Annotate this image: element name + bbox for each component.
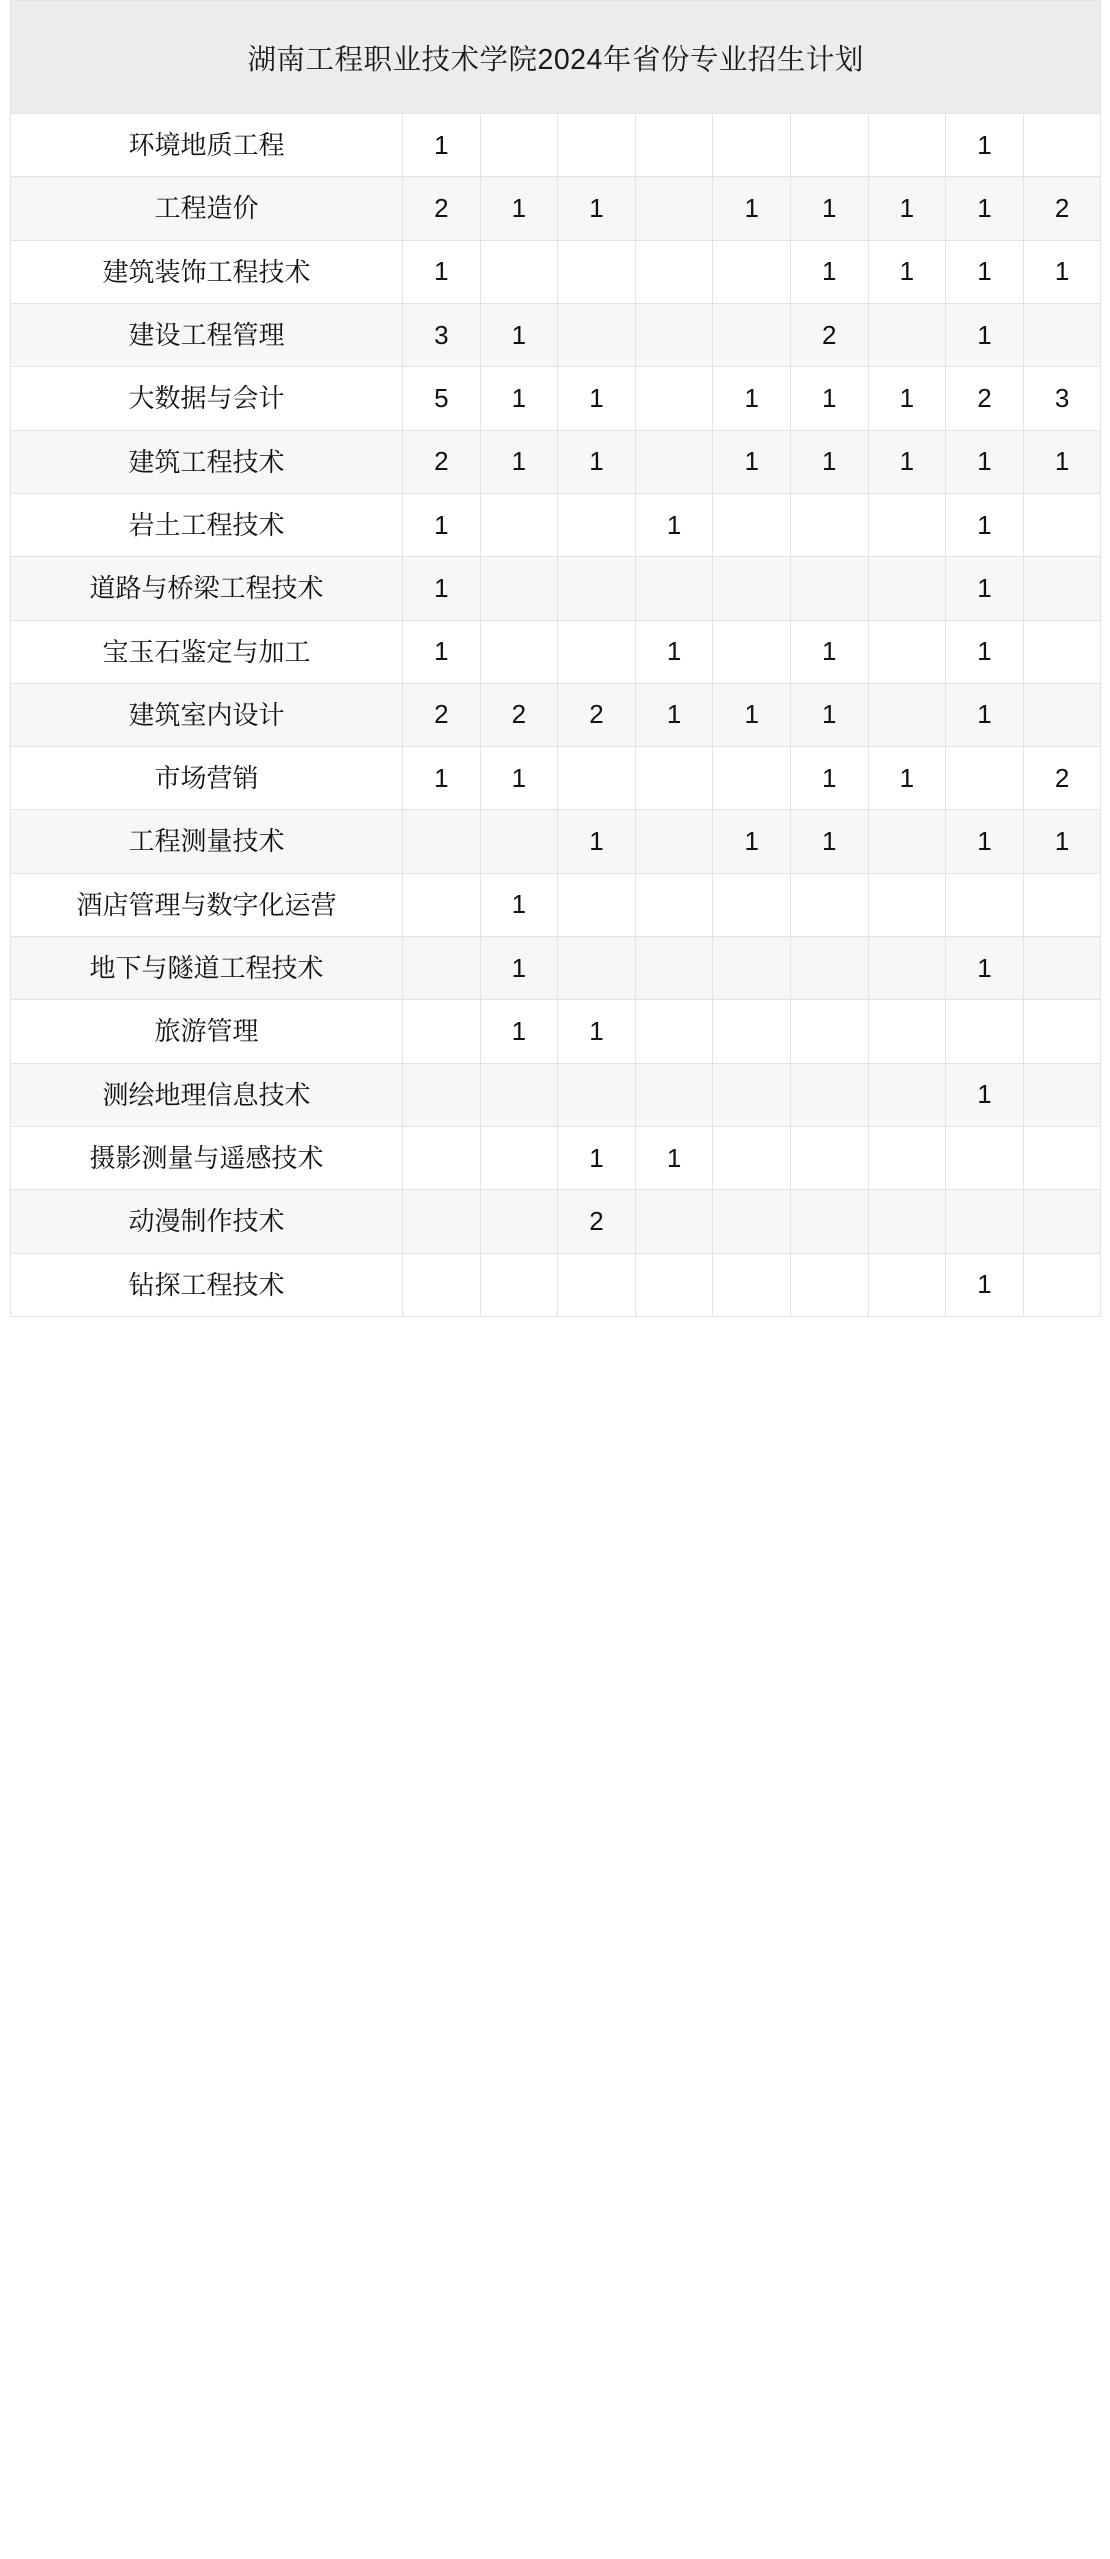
plan-count-cell	[1023, 683, 1101, 746]
plan-count-cell	[403, 1127, 481, 1190]
plan-count-cell: 1	[946, 493, 1024, 556]
plan-count-cell	[635, 1253, 713, 1316]
plan-count-cell: 1	[480, 1000, 558, 1063]
table-body	[11, 114, 1101, 1317]
major-name-cell: 测绘地理信息技术	[11, 1063, 403, 1126]
plan-count-cell	[868, 1063, 946, 1126]
title-row	[11, 1, 1101, 114]
major-name-cell: 建筑工程技术	[11, 430, 403, 493]
plan-count-cell: 1	[403, 493, 481, 556]
plan-count-cell	[713, 1127, 791, 1190]
plan-count-cell	[1023, 1190, 1101, 1253]
plan-count-cell: 2	[790, 303, 868, 366]
plan-count-cell: 2	[403, 430, 481, 493]
plan-count-cell	[635, 873, 713, 936]
plan-count-cell: 1	[946, 1253, 1024, 1316]
plan-count-cell	[713, 240, 791, 303]
plan-count-cell: 1	[713, 810, 791, 873]
plan-count-cell	[713, 1000, 791, 1063]
plan-count-cell	[868, 303, 946, 366]
plan-count-cell	[558, 937, 636, 1000]
major-name-cell: 摄影测量与遥感技术	[11, 1127, 403, 1190]
major-name-cell: 岩土工程技术	[11, 493, 403, 556]
plan-count-cell	[946, 1000, 1024, 1063]
plan-count-cell	[713, 1253, 791, 1316]
plan-count-cell: 1	[790, 430, 868, 493]
major-name-cell: 动漫制作技术	[11, 1190, 403, 1253]
plan-count-cell: 1	[790, 367, 868, 430]
plan-count-cell	[868, 1190, 946, 1253]
plan-count-cell: 3	[1023, 367, 1101, 430]
plan-count-cell	[635, 937, 713, 1000]
plan-count-cell	[790, 873, 868, 936]
table-row	[11, 1127, 1101, 1190]
plan-count-cell	[635, 240, 713, 303]
plan-count-cell	[868, 873, 946, 936]
plan-count-cell: 2	[403, 177, 481, 240]
plan-count-cell: 1	[480, 747, 558, 810]
plan-count-cell	[480, 620, 558, 683]
plan-count-cell	[403, 1190, 481, 1253]
plan-count-cell	[790, 1063, 868, 1126]
table-row	[11, 557, 1101, 620]
plan-count-cell	[635, 430, 713, 493]
plan-count-cell	[635, 303, 713, 366]
plan-count-cell	[558, 303, 636, 366]
table-row	[11, 1000, 1101, 1063]
plan-count-cell: 1	[480, 303, 558, 366]
plan-count-cell	[790, 937, 868, 1000]
plan-count-cell	[480, 1190, 558, 1253]
plan-count-cell: 2	[1023, 177, 1101, 240]
major-name-cell: 建筑室内设计	[11, 683, 403, 746]
plan-count-cell	[403, 1000, 481, 1063]
major-name-cell: 旅游管理	[11, 1000, 403, 1063]
plan-count-cell: 1	[635, 683, 713, 746]
plan-count-cell: 1	[790, 747, 868, 810]
major-name-cell: 工程测量技术	[11, 810, 403, 873]
plan-count-cell	[713, 873, 791, 936]
plan-count-cell: 1	[480, 367, 558, 430]
plan-count-cell: 2	[403, 683, 481, 746]
plan-count-cell: 1	[790, 683, 868, 746]
plan-count-cell	[635, 1000, 713, 1063]
plan-count-cell: 1	[1023, 430, 1101, 493]
plan-count-cell	[790, 1190, 868, 1253]
plan-count-cell	[946, 873, 1024, 936]
plan-count-cell	[790, 557, 868, 620]
plan-count-cell: 2	[558, 1190, 636, 1253]
plan-count-cell: 1	[403, 620, 481, 683]
plan-count-cell	[1023, 873, 1101, 936]
plan-count-cell: 1	[946, 620, 1024, 683]
plan-count-cell: 1	[403, 747, 481, 810]
plan-count-cell	[558, 1063, 636, 1126]
plan-count-cell	[558, 747, 636, 810]
plan-count-cell	[1023, 937, 1101, 1000]
plan-count-cell	[558, 114, 636, 177]
table-row	[11, 177, 1101, 240]
plan-count-cell: 1	[790, 177, 868, 240]
table-row	[11, 747, 1101, 810]
plan-count-cell	[946, 1190, 1024, 1253]
major-name-cell: 建设工程管理	[11, 303, 403, 366]
plan-count-cell: 1	[558, 1127, 636, 1190]
table-row	[11, 114, 1101, 177]
plan-count-cell: 1	[558, 367, 636, 430]
table-row	[11, 240, 1101, 303]
plan-count-cell: 1	[868, 177, 946, 240]
plan-count-cell	[1023, 1000, 1101, 1063]
major-name-cell: 地下与隧道工程技术	[11, 937, 403, 1000]
plan-count-cell	[635, 747, 713, 810]
major-name-cell: 钻探工程技术	[11, 1253, 403, 1316]
major-name-cell: 环境地质工程	[11, 114, 403, 177]
plan-count-cell	[713, 620, 791, 683]
table-row	[11, 367, 1101, 430]
plan-count-cell	[713, 557, 791, 620]
plan-count-cell	[403, 873, 481, 936]
plan-count-cell	[946, 1127, 1024, 1190]
plan-count-cell	[1023, 1063, 1101, 1126]
plan-count-cell	[403, 810, 481, 873]
plan-count-cell: 1	[946, 557, 1024, 620]
plan-count-cell: 1	[946, 430, 1024, 493]
plan-count-cell	[558, 873, 636, 936]
plan-count-cell: 2	[558, 683, 636, 746]
plan-count-cell: 1	[635, 620, 713, 683]
plan-count-cell	[868, 1127, 946, 1190]
plan-count-cell: 5	[403, 367, 481, 430]
table-row	[11, 937, 1101, 1000]
plan-count-cell: 1	[946, 1063, 1024, 1126]
plan-count-cell	[403, 937, 481, 1000]
plan-count-cell: 1	[558, 810, 636, 873]
plan-count-cell: 1	[868, 747, 946, 810]
plan-count-cell: 1	[403, 240, 481, 303]
plan-count-cell: 1	[713, 430, 791, 493]
plan-count-cell	[558, 493, 636, 556]
plan-count-cell	[558, 240, 636, 303]
plan-count-cell	[558, 620, 636, 683]
plan-count-cell: 1	[403, 557, 481, 620]
plan-count-cell	[480, 1063, 558, 1126]
plan-count-cell	[635, 114, 713, 177]
plan-count-cell	[868, 810, 946, 873]
plan-count-cell	[713, 493, 791, 556]
plan-count-cell	[790, 493, 868, 556]
plan-count-cell: 1	[946, 303, 1024, 366]
plan-count-cell	[480, 114, 558, 177]
plan-count-cell: 1	[403, 114, 481, 177]
table-row	[11, 430, 1101, 493]
plan-count-cell	[713, 114, 791, 177]
page-title: 湖南工程职业技术学院2024年省份专业招生计划	[11, 1, 1101, 114]
plan-count-cell	[946, 747, 1024, 810]
plan-count-cell	[868, 1000, 946, 1063]
plan-count-cell	[403, 1063, 481, 1126]
table-row	[11, 1190, 1101, 1253]
plan-count-cell	[635, 1063, 713, 1126]
plan-count-cell: 1	[868, 430, 946, 493]
major-name-cell: 工程造价	[11, 177, 403, 240]
major-name-cell: 大数据与会计	[11, 367, 403, 430]
plan-count-cell: 1	[790, 240, 868, 303]
plan-count-cell: 1	[480, 430, 558, 493]
plan-count-cell: 1	[480, 177, 558, 240]
plan-count-cell	[403, 1253, 481, 1316]
major-name-cell: 建筑装饰工程技术	[11, 240, 403, 303]
plan-count-cell: 1	[635, 1127, 713, 1190]
plan-count-cell: 1	[946, 683, 1024, 746]
plan-count-cell	[868, 493, 946, 556]
plan-count-cell: 1	[790, 810, 868, 873]
plan-count-cell: 1	[1023, 240, 1101, 303]
plan-count-cell	[1023, 1127, 1101, 1190]
plan-count-cell	[480, 557, 558, 620]
table-row	[11, 493, 1101, 556]
major-name-cell: 宝玉石鉴定与加工	[11, 620, 403, 683]
plan-count-cell	[713, 937, 791, 1000]
table-row	[11, 1063, 1101, 1126]
plan-count-cell	[558, 557, 636, 620]
plan-count-cell	[480, 493, 558, 556]
plan-count-cell	[1023, 493, 1101, 556]
plan-count-cell	[480, 1253, 558, 1316]
major-name-cell: 酒店管理与数字化运营	[11, 873, 403, 936]
plan-count-cell	[790, 1000, 868, 1063]
plan-count-cell: 1	[558, 430, 636, 493]
plan-count-cell	[868, 557, 946, 620]
plan-count-cell: 1	[868, 367, 946, 430]
plan-count-cell	[1023, 1253, 1101, 1316]
plan-count-cell	[790, 114, 868, 177]
plan-count-cell: 1	[946, 810, 1024, 873]
table-row	[11, 873, 1101, 936]
plan-count-cell: 2	[480, 683, 558, 746]
table-row	[11, 1253, 1101, 1316]
plan-count-cell: 1	[558, 1000, 636, 1063]
plan-count-cell: 2	[1023, 747, 1101, 810]
plan-count-cell: 1	[946, 177, 1024, 240]
table-row	[11, 683, 1101, 746]
plan-count-cell: 1	[790, 620, 868, 683]
plan-count-cell	[868, 683, 946, 746]
plan-count-cell: 1	[868, 240, 946, 303]
plan-count-cell	[1023, 557, 1101, 620]
plan-count-cell: 1	[635, 493, 713, 556]
plan-count-cell	[713, 1063, 791, 1126]
major-name-cell: 道路与桥梁工程技术	[11, 557, 403, 620]
plan-count-cell	[868, 620, 946, 683]
plan-count-cell	[868, 937, 946, 1000]
plan-count-cell: 1	[713, 683, 791, 746]
plan-count-cell	[635, 1190, 713, 1253]
plan-count-cell	[480, 240, 558, 303]
table-row	[11, 810, 1101, 873]
plan-count-cell	[790, 1127, 868, 1190]
plan-count-cell	[1023, 303, 1101, 366]
plan-count-cell	[480, 1127, 558, 1190]
plan-count-cell	[1023, 114, 1101, 177]
table-row	[11, 620, 1101, 683]
plan-count-cell: 1	[558, 177, 636, 240]
plan-count-cell	[480, 810, 558, 873]
plan-count-cell	[558, 1253, 636, 1316]
plan-count-cell	[635, 177, 713, 240]
plan-count-cell	[635, 367, 713, 430]
plan-count-cell	[790, 1253, 868, 1316]
plan-count-cell: 1	[713, 177, 791, 240]
plan-count-cell: 1	[480, 873, 558, 936]
plan-count-cell	[1023, 620, 1101, 683]
table-row	[11, 303, 1101, 366]
plan-count-cell	[635, 810, 713, 873]
plan-count-cell: 1	[946, 937, 1024, 1000]
plan-count-cell: 1	[480, 937, 558, 1000]
plan-count-cell: 3	[403, 303, 481, 366]
plan-count-cell	[713, 747, 791, 810]
table-header	[11, 1, 1101, 114]
plan-count-cell: 2	[946, 367, 1024, 430]
plan-count-cell	[868, 114, 946, 177]
plan-count-cell: 1	[1023, 810, 1101, 873]
plan-count-cell: 1	[946, 114, 1024, 177]
enrollment-plan-table	[10, 0, 1101, 1317]
plan-count-cell	[713, 1190, 791, 1253]
plan-count-cell: 1	[713, 367, 791, 430]
plan-count-cell	[713, 303, 791, 366]
plan-count-cell	[635, 557, 713, 620]
major-name-cell: 市场营销	[11, 747, 403, 810]
plan-count-cell	[868, 1253, 946, 1316]
plan-count-cell: 1	[946, 240, 1024, 303]
